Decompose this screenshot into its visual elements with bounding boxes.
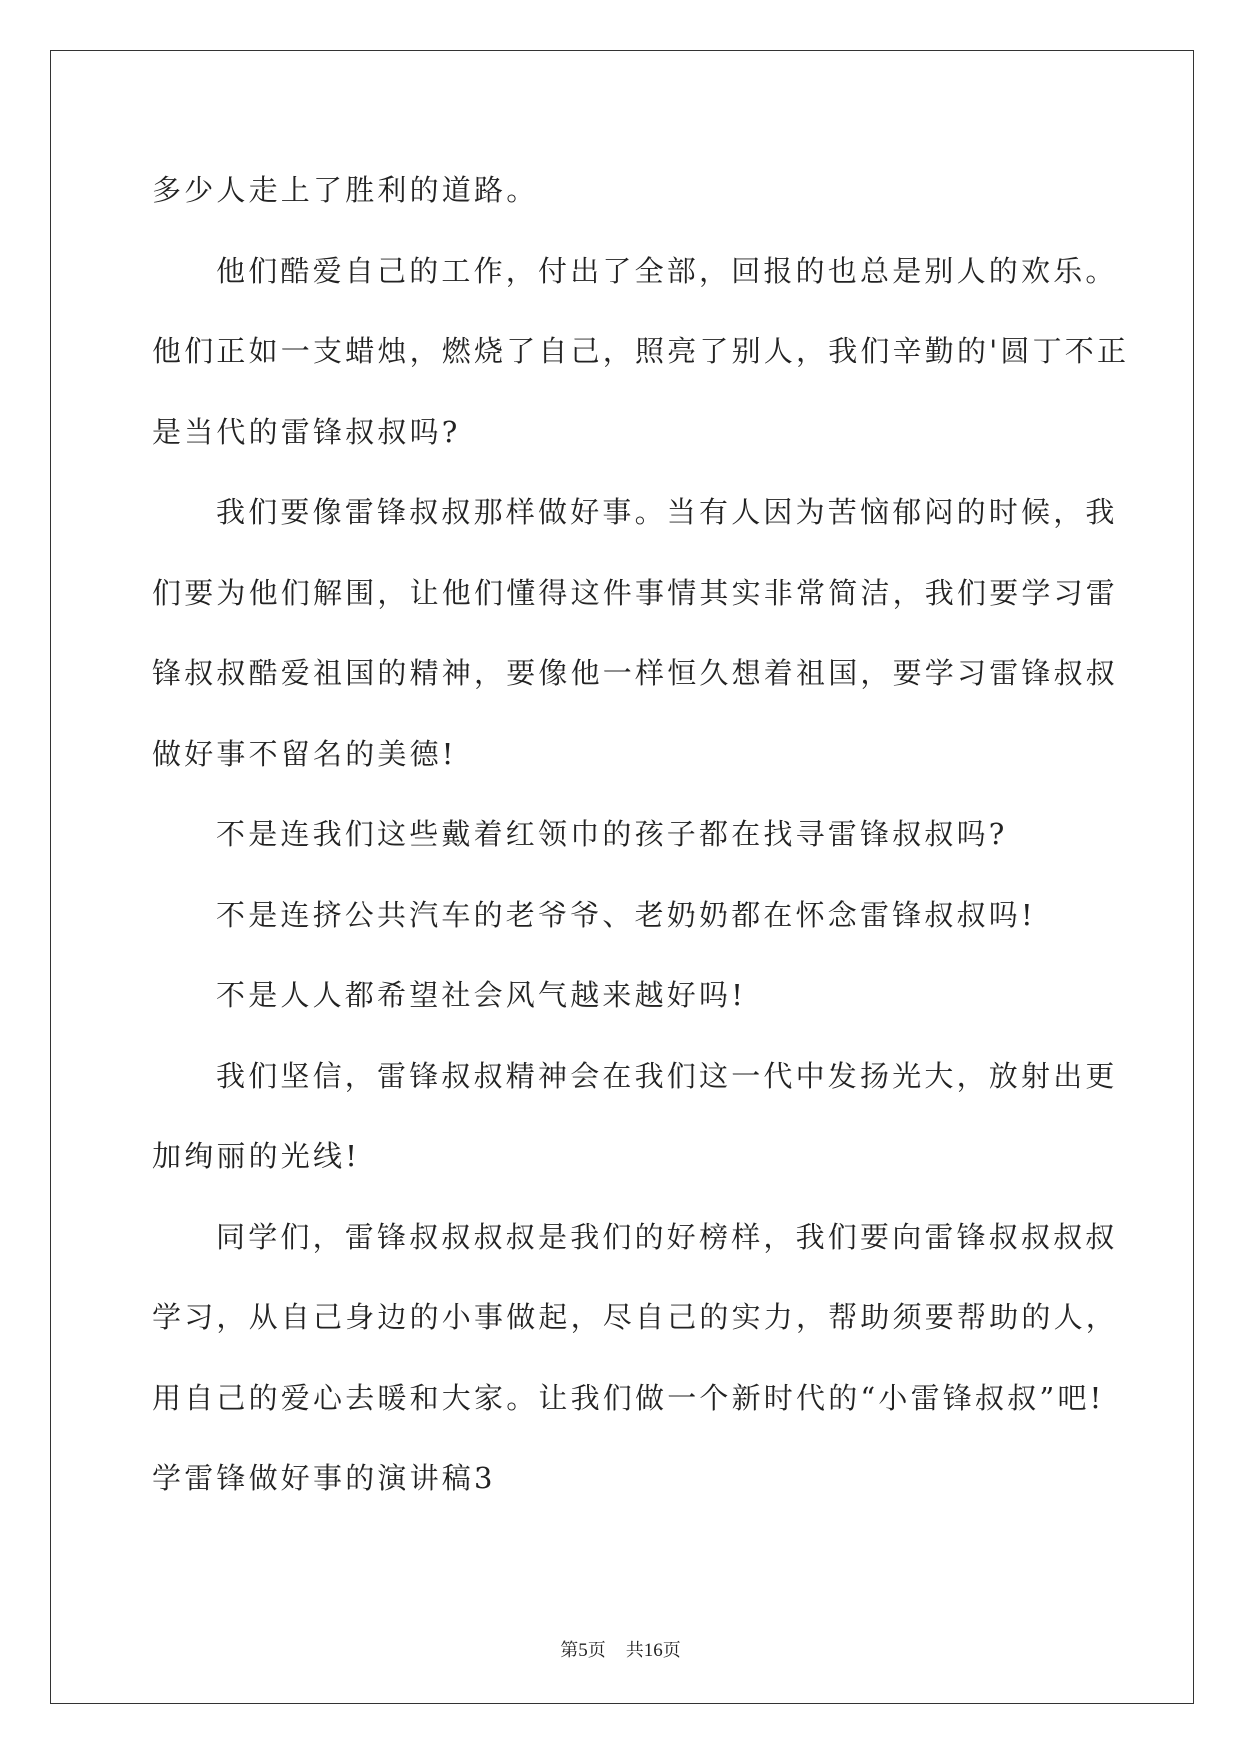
page-prefix: 第 [560,1640,579,1661]
text-line: 他们正如一支蜡烛，燃烧了自己，照亮了别人，我们辛勤的'圆丁不正 [152,334,1130,368]
text-line: 我们要像雷锋叔叔那样做好事。当有人因为苦恼郁闷的时候，我 [216,495,1118,529]
text-line: 加绚丽的光线! [152,1139,361,1173]
page-suffix: 页 [587,1640,606,1661]
text-line: 用自己的爱心去暖和大家。让我们做一个新时代的“小雷锋叔叔”吧! [152,1380,1105,1415]
text-line: 我们坚信，雷锋叔叔精神会在我们这一代中发扬光大，放射出更 [216,1058,1118,1093]
text-line: 做好事不留名的美德! [152,736,457,771]
text-line: 不是连挤公共汽车的老爷爷、老奶奶都在怀念雷锋叔叔吗! [216,897,1036,932]
page-footer [0,1636,1241,1662]
document-body [152,150,1130,1519]
total-pages: 16 [643,1640,663,1661]
text-line: 锋叔叔酷爱祖国的精神，要像他一样恒久想着祖国，要学习雷锋叔叔 [152,656,1119,690]
page-number: 5 [578,1640,588,1661]
text-line: 不是人人都希望社会风气越来越好吗! [216,978,747,1012]
section-heading: 学雷锋做好事的演讲稿3 [152,1461,496,1495]
text-line: 他们酷爱自己的工作，付出了全部，回报的也总是别人的欢乐。 [216,253,1118,288]
text-line: 们要为他们解围，让他们懂得这件事情其实非常简洁，我们要学习雷 [152,575,1119,610]
total-prefix: 共 [625,1640,644,1661]
text-line: 学习，从自己身边的小事做起，尽自己的实力，帮助须要帮助的人， [152,1300,1119,1334]
text-line: 是当代的雷锋叔叔吗? [152,414,461,449]
text-line: 不是连我们这些戴着红领巾的孩子都在找寻雷锋叔叔吗? [216,817,1008,851]
total-suffix: 页 [662,1640,681,1661]
text-line: 多少人走上了胜利的道路。 [152,173,539,207]
text-line: 同学们，雷锋叔叔叔叔是我们的好榜样，我们要向雷锋叔叔叔叔 [216,1219,1118,1254]
